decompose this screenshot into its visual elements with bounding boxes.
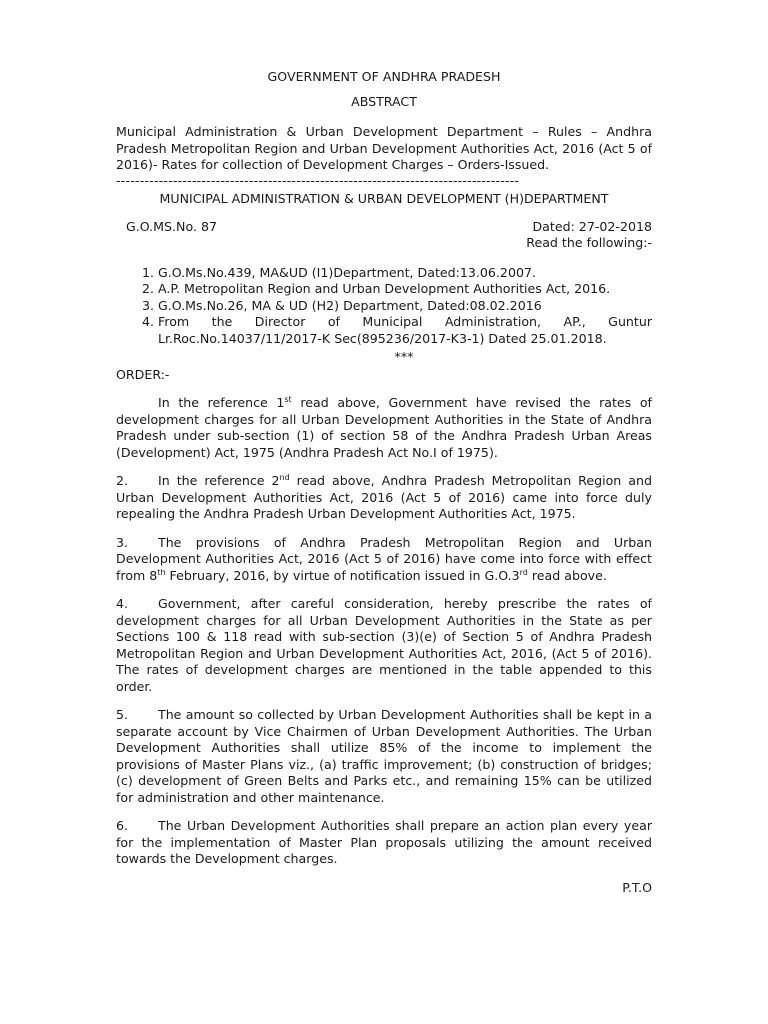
reference-item: 1. G.O.Ms.No.439, MA&UD (I1)Department, Dated:13.06.2007. xyxy=(158,265,652,282)
paragraph-2-sup: nd xyxy=(279,472,290,482)
reference-item: 2. A.P. Metropolitan Region and Urban Development Authorities Act, 2016. xyxy=(158,281,652,298)
paragraph-1-text-a: In the reference 1 xyxy=(158,395,285,410)
paragraph-3-sup-2: rd xyxy=(519,567,528,577)
read-following-label: Read the following:- xyxy=(526,234,652,250)
abstract-heading: ABSTRACT xyxy=(351,94,417,109)
paragraph-3 xyxy=(116,535,652,585)
paragraph-3-text-a: The provisions of Andhra Pradesh Metropolitan Region and Urban Development Authorities Act, 2016 (Act 5 of 2016) have come into force with effect from 8 xyxy=(116,534,652,583)
paragraph-6 xyxy=(116,818,652,868)
document-page xyxy=(116,66,652,896)
government-heading: GOVERNMENT OF ANDHRA PRADESH xyxy=(267,69,501,84)
paragraph-5 xyxy=(116,707,652,806)
department-heading: MUNICIPAL ADMINISTRATION & URBAN DEVELOPMENT (H)DEPARTMENT xyxy=(159,190,609,206)
paragraph-4-text: Government, after careful consideration, hereby prescribe the rates of development charges for all Urban Development Authorities in the State as per Sections 100 & 118 read with sub-section (3)(e) of Section 5 of Andhra Pradesh Metropolitan Region and Urban Development Authorities Act, 2016, (Act 5 of 2016). The rates of development charges are mentioned in the table appended to this order. xyxy=(116,596,652,694)
paragraph-2-number: 2. xyxy=(116,473,129,488)
pto-label: P.T.O xyxy=(622,879,652,895)
paragraph-3-sup-1: th xyxy=(157,567,166,577)
paragraph-2-text-b: read above, Andhra Pradesh Metropolitan Region and Urban Development Authorities Act, 2016 (Act 5 of 2016) came into force duly repealing the Andhra Pradesh Urban Development Authorities Act, 1975. xyxy=(116,473,652,521)
paragraph-2 xyxy=(116,473,652,523)
stars-divider: *** xyxy=(394,349,414,364)
paragraph-6-text: The Urban Development Authorities shall prepare an action plan every year for the implementation of Master Plan proposals utilizing the amount received towards the Development charges. xyxy=(116,818,652,866)
reference-item: 3. G.O.Ms.No.26, MA & UD (H2) Department, Dated:08.02.2016 xyxy=(158,298,652,315)
paragraph-6-number: 6. xyxy=(116,818,129,833)
go-number-row xyxy=(116,219,652,235)
paragraph-5-number: 5. xyxy=(116,707,129,722)
paragraph-3-number: 3. xyxy=(116,534,129,550)
paragraph-1-sup: st xyxy=(284,394,292,404)
paragraph-2-text-a: In the reference 2 xyxy=(158,473,280,488)
go-number: G.O.MS.No. 87 xyxy=(126,218,217,234)
references-list xyxy=(116,265,652,348)
order-label: ORDER:- xyxy=(116,367,170,382)
paragraph-4-number: 4. xyxy=(116,596,129,611)
reference-item: 4. From the Director of Municipal Administration, AP., Guntur Lr.Roc.No.14037/11/2017-K Sec(895236/2017-K3-1) Dated 25.01.2018. xyxy=(158,314,652,347)
paragraph-1 xyxy=(116,395,652,461)
go-date: Dated: 27-02-2018 xyxy=(532,218,652,234)
subject-text: Municipal Administration & Urban Development Department – Rules – Andhra Pradesh Metropolitan Region and Urban Development Authorities Act, 2016 (Act 5 of 2016)- Rates for collection of Development Charges – Orders-Issued. xyxy=(116,124,652,172)
paragraph-1-text-b: read above, Government have revised the rates of development charges for all Urban Development Authorities in the State of Andhra Pradesh under sub-section (1) of section 58 of the Andhra Pradesh Urban Areas (Development) Act, 1975 (Andhra Pradesh Act No.I of 1975). xyxy=(116,395,652,460)
paragraph-3-text-b: February, 2016, by virtue of notification issued in G.O.3 xyxy=(165,567,520,583)
paragraph-5-text: The amount so collected by Urban Development Authorities shall be kept in a separate account by Vice Chairmen of Urban Development Authorities. The Urban Development Authorities shall utilize 85% of the income to implement the provisions of Master Plans viz., (a) traffic improvement; (b) construction of bridges; (c) development of Green Belts and Parks etc., and remaining 15% can be utilized for administration and other maintenance. xyxy=(116,707,652,805)
paragraph-3-text-c: read above. xyxy=(527,567,607,583)
paragraph-4 xyxy=(116,596,652,695)
separator-line: ------------------------------------------------------------------------------------- xyxy=(116,173,520,188)
